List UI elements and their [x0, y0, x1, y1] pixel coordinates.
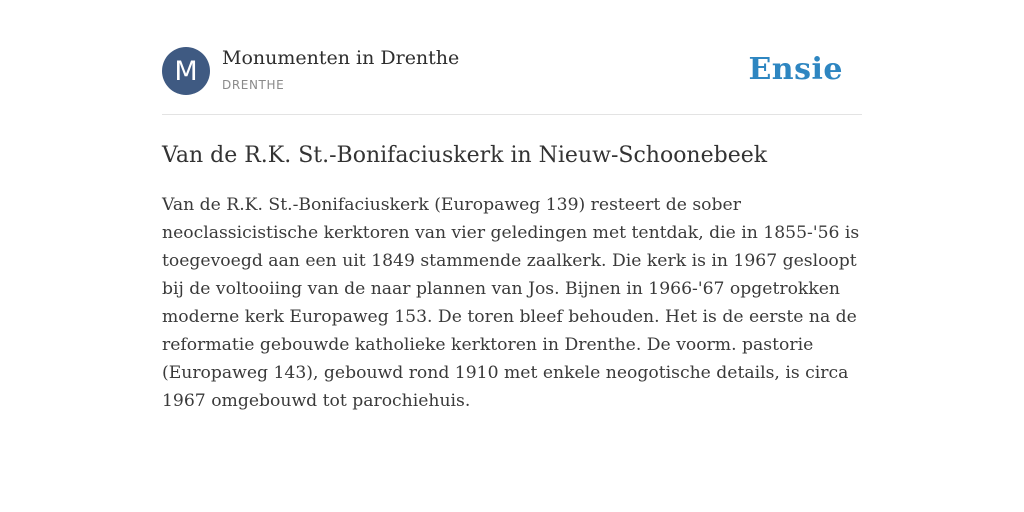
source-subtitle: DRENTHE — [222, 78, 285, 92]
source-info — [222, 46, 459, 94]
entry-header — [162, 44, 862, 115]
entry-card — [162, 44, 862, 415]
entry-body: Van de R.K. St.-Bonifaciuskerk (Europaweg 139) resteert de sober neoclassicistische kerktoren van vier geledingen met tentdak, die in 1855-'56 is toegevoegd aan een uit 1849 stammende zaalkerk. Die kerk is in 1967 gesloopt bij de voltooiing van de naar plannen van Jos. Bijnen in 1966-'67 opgetrokken moderne kerk Europaweg 153. De toren bleef behouden. Het is de eerste na de reformatie gebouwde katholieke kerktoren in Drenthe. De voorm. pastorie (Europaweg 143), gebouwd rond 1910 met enkele neogotische details, is circa 1967 omgebouwd tot parochiehuis. — [162, 195, 860, 411]
brand-logo[interactable]: Ensie — [748, 52, 843, 87]
source-avatar[interactable]: M — [162, 47, 210, 95]
entry-title: Van de R.K. St.-Bonifaciuskerk in Nieuw-Schoonebeek — [162, 143, 768, 168]
source-title[interactable]: Monumenten in Drenthe — [222, 47, 460, 69]
